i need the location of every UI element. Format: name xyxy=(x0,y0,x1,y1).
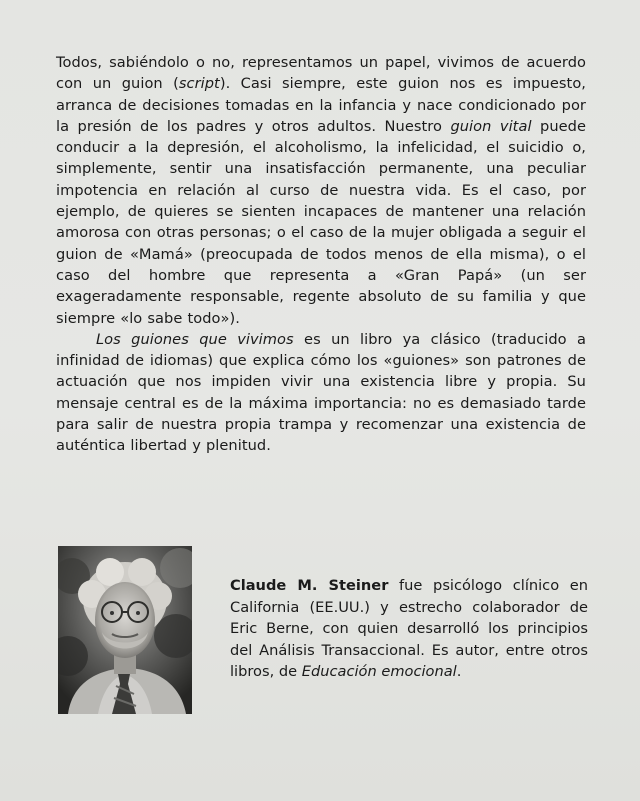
author-name: Claude M. Steiner xyxy=(230,577,389,594)
author-portrait-icon xyxy=(58,546,192,714)
synopsis-text: es un libro ya clásico (traducido a infinidad de idiomas) que explica cómo los «guiones» son patrones de actuación que nos impiden vivir una existencia libre y propia. Su mensaje central es de la máxima importancia: no es demasiado tarde para salir de nuestra propia trampa y recomenzar una existencia de auténtica libertad y plenitud. xyxy=(56,330,586,455)
book-title: Los guiones que vivimos xyxy=(96,330,294,348)
synopsis xyxy=(56,52,586,457)
author-photo xyxy=(58,546,192,714)
synopsis-text: Todos, sabiéndolo o no, representamos un papel, vivimos de acuerdo con un guion ( xyxy=(56,54,586,93)
synopsis-emphasis: guion vital xyxy=(450,117,532,135)
author-bio-end: . xyxy=(456,663,462,680)
synopsis-emphasis: script xyxy=(178,75,220,93)
author-bio-text: fue psicólogo clínico en California (EE.UU.) y estrecho colaborador de Eric Berne, con quien desarrolló los principios del Análisis Transaccional. Es autor, entre otros libros, de xyxy=(230,577,588,680)
author-book-title: Educación emocional xyxy=(301,663,457,680)
synopsis-text: puede conducir a la depresión, el alcoholismo, la infelicidad, el suicidio o, simplemente, sentir una insatisfacción permanente, una peculiar impotencia en relación al curso de nuestra vida. Es el caso, por ejemplo, de quieres se sienten incapaces de mantener una relación amorosa con otras personas; o el caso de la mujer obligada a seguir el guion de «Mamá» (preocupada de todos menos de ella misma), o el caso del hombre que representa a «Gran Papá» (un ser exageradamente responsable, regente absoluto de su familia y que siempre «lo sabe todo»). xyxy=(56,117,587,327)
synopsis-paragraph-2 xyxy=(56,329,586,457)
synopsis-paragraph-1 xyxy=(56,52,586,329)
author-bio xyxy=(230,575,588,683)
author-bio-paragraph xyxy=(230,575,588,683)
synopsis-text: ). Casi siempre, este guion nos es impuesto, arranca de decisiones tomadas en la infancia y nace condicionado por la presión de los padres y otros adultos. Nuestro xyxy=(56,75,586,135)
